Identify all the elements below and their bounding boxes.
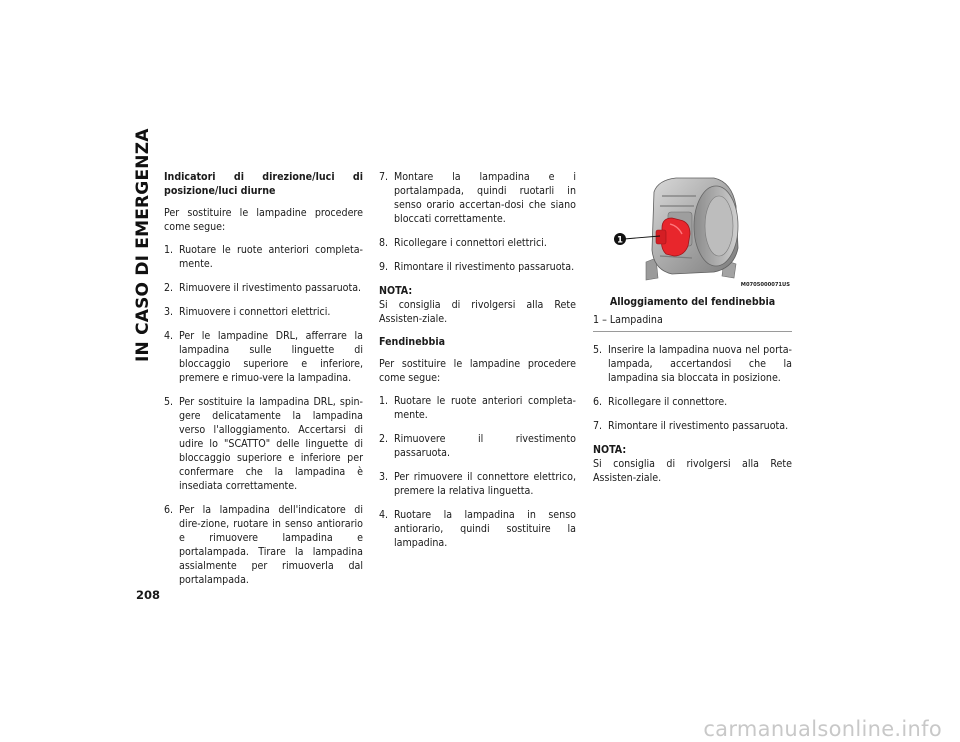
- list-item: 1. Ruotare le ruote anteriori completa-mente.: [164, 244, 363, 270]
- note-block: [379, 284, 576, 326]
- list-item: 1. Ruotare le ruote anteriori completa-mente.: [379, 395, 576, 421]
- column-3: [593, 343, 792, 494]
- section-title: IN CASO DI EMERGENZA: [133, 128, 153, 362]
- section-sidebar: [133, 128, 158, 362]
- list-item: 7. Rimontare il rivestimento passaruota.: [593, 420, 789, 432]
- note-label: NOTA:: [379, 285, 413, 297]
- list-item: 6. Ricollegare il connettore.: [593, 396, 728, 408]
- figure-code: M0705000071US: [740, 282, 790, 288]
- fog-light-illustration: [596, 172, 792, 292]
- list-item: 2. Rimuovere il rivestimento passaruota.: [164, 282, 362, 294]
- callout-number: 1: [617, 235, 623, 246]
- steps-list: [379, 170, 576, 274]
- list-item: 6. Per la lampadina dell'indicatore di dire-zione, ruotare in senso antiorario e rimuovere lampadina e portalampada. Tirare la lampadina assialmente per rimuoverla dal portalampada.: [164, 504, 363, 586]
- figure-caption: Alloggiamento del fendinebbia: [609, 296, 776, 308]
- list-item: 2. Rimuovere il rivestimento passaruota.: [379, 433, 576, 459]
- list-item: 4. Ruotare la lampadina in senso antiorario, quindi sostituire la lampadina.: [379, 509, 576, 549]
- steps-list: [593, 343, 792, 433]
- note-block: [593, 443, 792, 485]
- page-number: 208: [136, 588, 161, 602]
- intro-paragraph: Per sostituire le lampadine procedere come segue:: [164, 207, 363, 233]
- steps-list: [379, 394, 576, 550]
- column-1: [164, 170, 363, 597]
- section-heading-indicators: Indicatori di direzione/luci di posizione/luci diurne: [164, 171, 363, 197]
- section-heading-fog-lights: Fendinebbia: [379, 336, 446, 348]
- list-item: 3. Rimuovere i connettori elettrici.: [164, 306, 331, 318]
- list-item: 3. Per rimuovere il connettore elettrico, premere la relativa linguetta.: [379, 471, 576, 497]
- list-item: 5. Per sostituire la lampadina DRL, spin-gere delicatamente la lampadina verso l'alloggiamento. Accertarsi di udire lo "SCATTO" delle linguette di bloccaggio superiore e inferiore per confermare che la lampadina è insediata correttamente.: [164, 396, 363, 492]
- intro-paragraph: Per sostituire le lampadine procedere come segue:: [379, 358, 576, 384]
- note-label: NOTA:: [593, 444, 627, 456]
- list-item: 9. Rimontare il rivestimento passaruota.: [379, 261, 575, 273]
- list-item: 8. Ricollegare i connettori elettrici.: [379, 237, 547, 249]
- list-item: 4. Per le lampadine DRL, afferrare la lampadina sulle linguette di bloccaggio superiore e inferiore, premere e rimuo-vere la lampadina.: [164, 330, 363, 384]
- column-2: [379, 170, 576, 560]
- list-item: 5. Inserire la lampadina nuova nel porta-lampada, accertandosi che la lampadina sia bloccata in posizione.: [593, 344, 792, 384]
- note-text: Si consiglia di rivolgersi alla Rete Assisten-ziale.: [593, 458, 792, 484]
- steps-list: [164, 243, 363, 587]
- figure-legend: 1 – Lampadina: [593, 313, 792, 332]
- note-text: Si consiglia di rivolgersi alla Rete Assisten-ziale.: [379, 299, 576, 325]
- watermark-link[interactable]: carmanualsonline.info: [703, 717, 942, 741]
- list-item: 7. Montare la lampadina e i portalampada, quindi ruotarli in senso orario accertan-dosi che siano bloccati correttamente.: [379, 171, 576, 225]
- fog-light-housing-figure: [596, 172, 792, 292]
